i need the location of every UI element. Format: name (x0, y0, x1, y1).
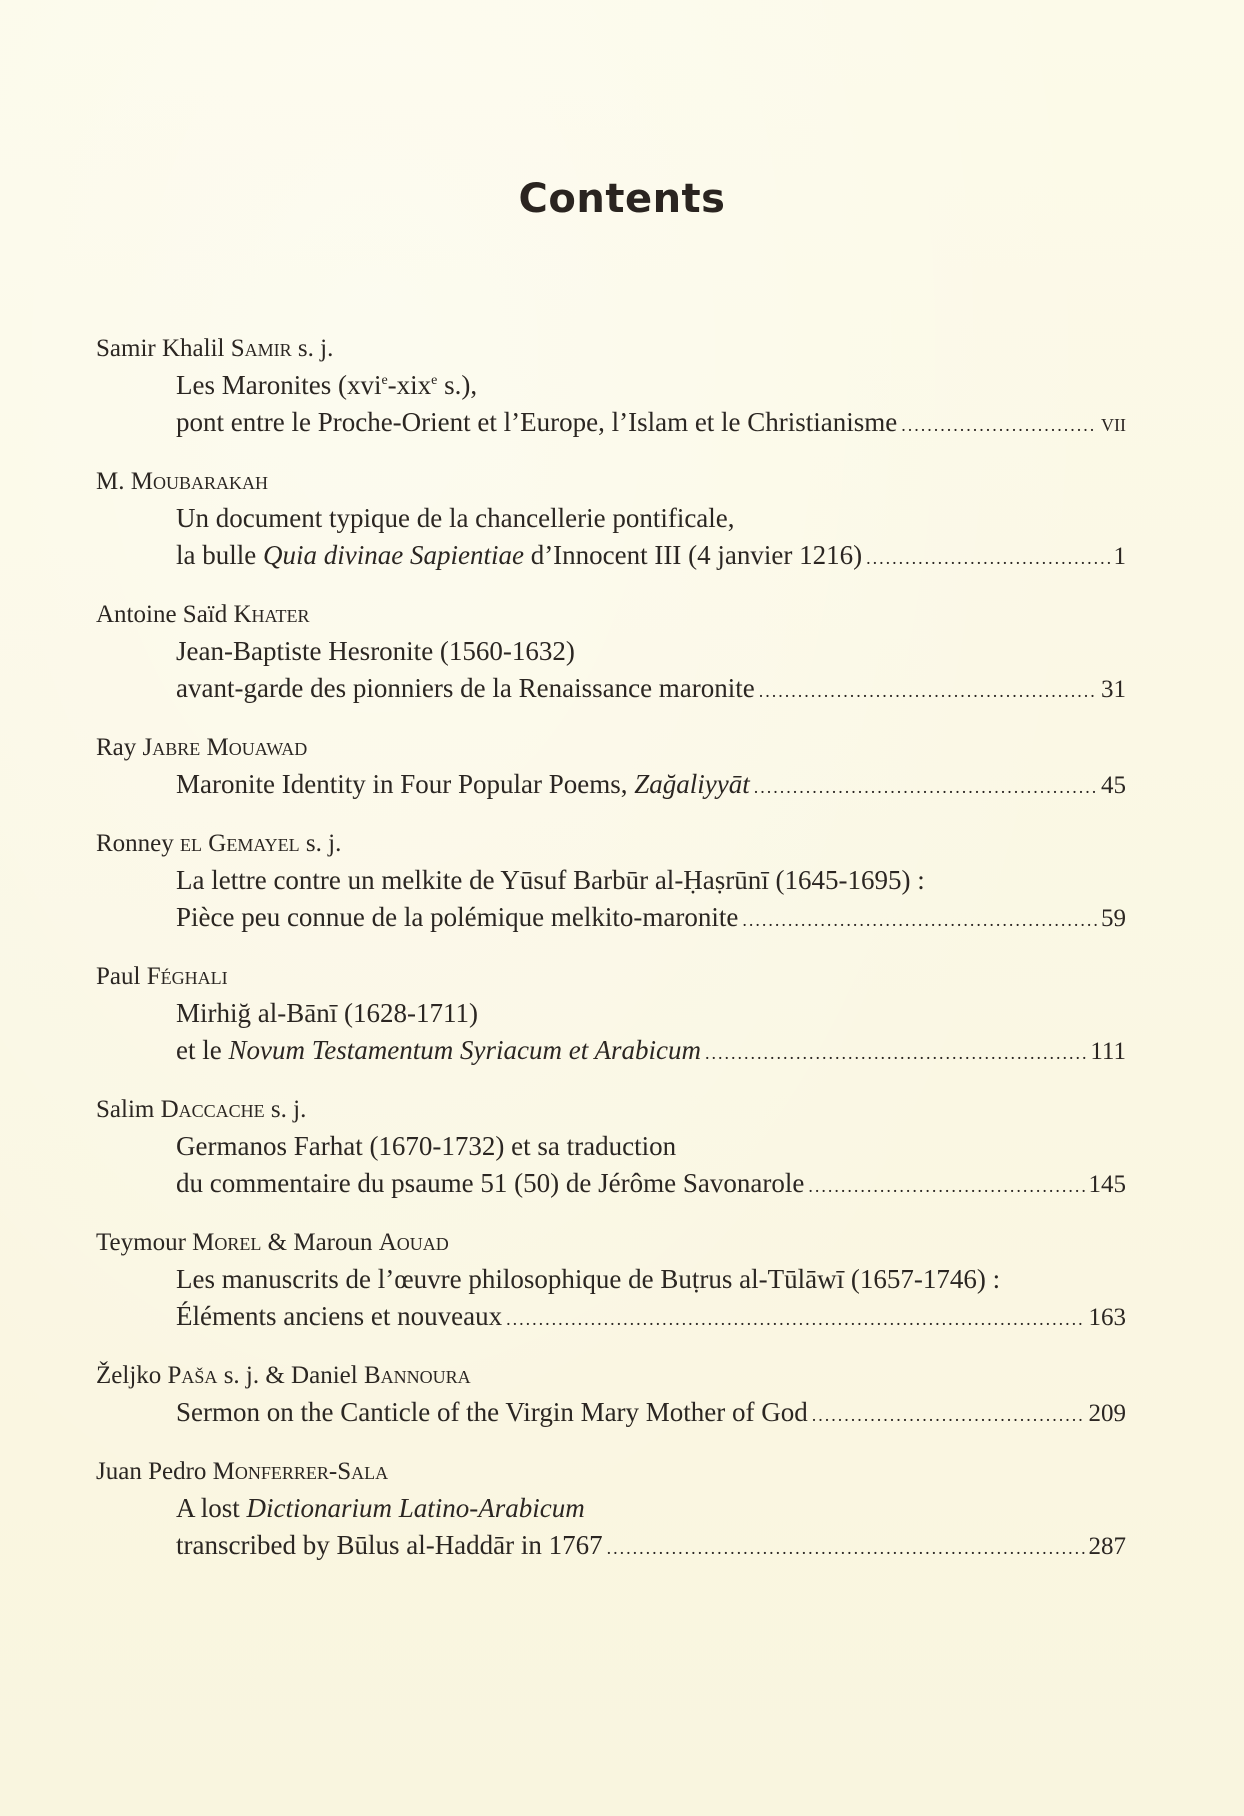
superscript: e (381, 373, 388, 388)
author-last-name: Bannoura (363, 1362, 471, 1389)
author-last-name: Féghali (146, 963, 228, 990)
page-number: 111 (1090, 1038, 1126, 1065)
entry-title-line (96, 766, 1126, 803)
title-text: Éléments anciens et nouveaux (176, 1301, 503, 1331)
entry-title-line (96, 1394, 1126, 1431)
entry-author (96, 729, 1126, 766)
toc-entry (96, 825, 1126, 936)
page-number: 287 (1088, 1533, 1126, 1560)
entry-title-line (96, 1165, 1126, 1202)
entry-author (96, 1357, 1126, 1394)
author-last-name: Daccache (160, 1096, 265, 1123)
dot-leader (607, 1530, 1085, 1567)
entry-title-line (96, 1032, 1126, 1069)
entry-author (96, 596, 1126, 633)
table-of-contents (96, 330, 1126, 1586)
title-text: la bulle (176, 540, 263, 570)
author-last-name: Monferrer-Sala (212, 1458, 389, 1485)
toc-entry (96, 1091, 1126, 1202)
author-last-name: Moubarakah (130, 468, 268, 495)
toc-entry (96, 330, 1126, 441)
title-italic-text: Dictionarium Latino-Arabicum (246, 1493, 585, 1523)
toc-entry (96, 729, 1126, 803)
author-suffix: s. j. (297, 335, 334, 362)
toc-entry (96, 596, 1126, 707)
entry-title-line (96, 537, 1126, 574)
title-text (176, 537, 862, 574)
dot-leader (742, 902, 1097, 939)
page-title: Contents (518, 176, 726, 222)
entry-title-line (96, 1527, 1126, 1564)
title-text: Sermon on the Canticle of the Virgin Mary Mother of God (176, 1397, 808, 1427)
entry-author (96, 463, 1126, 500)
author-suffix: s. j. (270, 1096, 307, 1123)
toc-entry (96, 1224, 1126, 1335)
dot-leader (812, 1397, 1085, 1434)
title-text: Pièce peu connue de la polémique melkito-maronite (176, 902, 739, 932)
entry-author (96, 1091, 1126, 1128)
dot-leader (754, 769, 1097, 806)
author-first-name: Paul (96, 963, 141, 990)
page-number: 209 (1088, 1400, 1126, 1427)
entry-title-line: Mirhiğ al-Bānī (1628-1711) (176, 998, 478, 1028)
title-italic-text: Novum Testamentum Syriacum et Arabicum (228, 1035, 701, 1065)
title-text: A lost (176, 1493, 247, 1523)
author-last-name: Paša (167, 1362, 218, 1389)
dot-leader (506, 1301, 1084, 1338)
entry-author (96, 1453, 1126, 1490)
author-join: & Maroun (261, 1229, 379, 1256)
author-first-name: Juan Pedro (96, 1458, 207, 1485)
title-text: s.), (437, 370, 478, 400)
author-last-name: Aouad (378, 1229, 449, 1256)
page-number: 45 (1101, 772, 1126, 799)
author-first-name: Antoine Saïd (96, 601, 228, 628)
dot-leader (808, 1168, 1084, 1205)
page-number: vii (1101, 410, 1126, 437)
author-last-name: Jabre Mouawad (142, 734, 308, 761)
entry-title-line: Jean-Baptiste Hesronite (1560-1632) (176, 636, 575, 666)
entry-title-line (96, 367, 1126, 404)
title-text: transcribed by Būlus al-Haddār in 1767 (176, 1530, 603, 1560)
author-last-name: el Gemayel (180, 830, 300, 857)
title-italic-text: Quia divinae Sapientiae (262, 540, 524, 570)
superscript: e (431, 373, 438, 388)
entry-author (96, 958, 1126, 995)
dot-leader (759, 673, 1097, 710)
page-number: 31 (1101, 676, 1126, 703)
page-number: 59 (1101, 905, 1126, 932)
title-text: pont entre le Proche-Orient et l’Europe, l’Islam et le Christianisme (176, 407, 898, 437)
title-text: et le (176, 1035, 229, 1065)
author-last-name: Khater (233, 601, 310, 628)
toc-entry (96, 1357, 1126, 1431)
title-text: Maronite Identity in Four Popular Poems, (176, 769, 635, 799)
dot-leader (901, 407, 1097, 444)
entry-author (96, 825, 1126, 862)
entry-title-line: Germanos Farhat (1670-1732) et sa traduction (176, 1131, 677, 1161)
entry-title-line (96, 670, 1126, 707)
author-last-name: Morel (192, 1229, 262, 1256)
entry-author (96, 330, 1126, 367)
title-text: du commentaire du psaume 51 (50) de Jérôme Savonarole (176, 1168, 805, 1198)
entry-title-line (96, 899, 1126, 936)
entry-author (96, 1224, 1126, 1261)
author-first-name: Samir Khalil (96, 335, 225, 362)
author-last-name: Samir (230, 335, 292, 362)
toc-entry (96, 463, 1126, 574)
entry-title-line (96, 1298, 1126, 1335)
author-first-name: Ray (96, 734, 137, 761)
dot-leader (866, 540, 1109, 577)
entry-title-line: Un document typique de la chancellerie pontificale, (176, 503, 735, 533)
toc-entry (96, 958, 1126, 1069)
entry-title-line (96, 1490, 1126, 1527)
page-number: 1 (1113, 543, 1126, 570)
author-first-name: Ronney (96, 830, 174, 857)
title-text (176, 766, 750, 803)
entry-title-line: Les manuscrits de l’œuvre philosophique de Buṭrus al-Tūlāwī (1657-1746) : (176, 1264, 1001, 1294)
dot-leader (705, 1035, 1086, 1072)
author-first-name: Željko (96, 1362, 162, 1389)
title-text: Les Maronites (xvi (176, 370, 382, 400)
author-first-name: M. (96, 468, 125, 495)
entry-title-line (96, 404, 1126, 441)
page-number: 163 (1088, 1304, 1126, 1331)
toc-entry (96, 1453, 1126, 1564)
author-first-name: Salim (96, 1096, 155, 1123)
entry-title-line: La lettre contre un melkite de Yūsuf Barbūr al-Ḥaṣrūnī (1645-1695) : (176, 865, 925, 895)
author-first-name: Teymour (96, 1229, 186, 1256)
title-text: -xix (387, 370, 432, 400)
title-text: avant-garde des pionniers de la Renaissance maronite (176, 673, 755, 703)
title-text (176, 1032, 701, 1069)
author-suffix: s. j. (305, 830, 342, 857)
page-number: 145 (1088, 1171, 1126, 1198)
title-italic-text: Zağaliyyāt (634, 769, 750, 799)
author-join: s. j. & Daniel (217, 1362, 364, 1389)
title-text: d’Innocent III (4 janvier 1216) (523, 540, 863, 570)
